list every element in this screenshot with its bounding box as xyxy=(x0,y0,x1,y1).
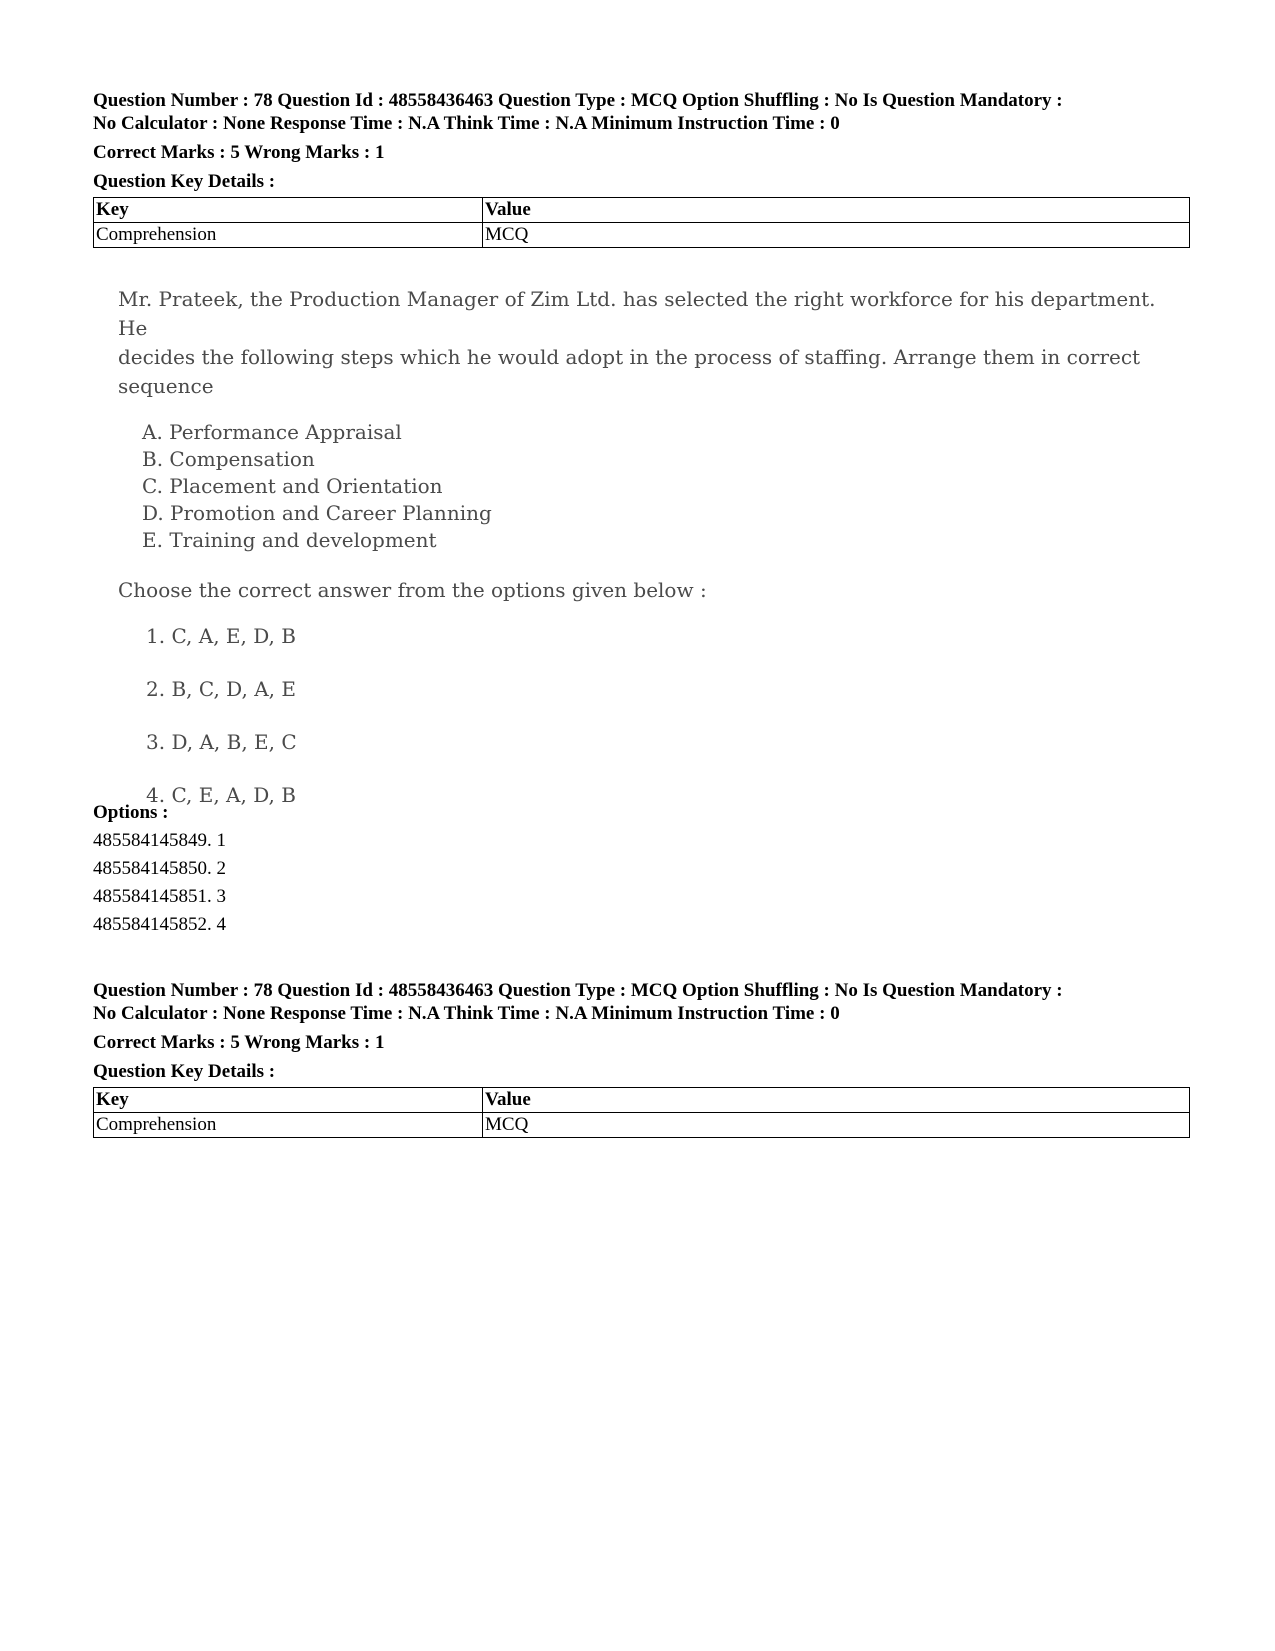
question-meta-line-2: No Calculator : None Response Time : N.A Think Time : N.A Minimum Instruction Time : 0 xyxy=(93,113,840,134)
options-section xyxy=(93,799,226,939)
answer-instruction: Choose the correct answer from the options given below : xyxy=(118,578,707,602)
question-stem-line-1: Mr. Prateek, the Production Manager of Zim Ltd. has selected the right workforce for his department. He xyxy=(118,287,1156,340)
table-row xyxy=(94,223,1190,248)
question-meta-line-2: No Calculator : None Response Time : N.A Think Time : N.A Minimum Instruction Time : 0 xyxy=(93,1003,840,1024)
key-details-table xyxy=(93,1087,1190,1138)
table-header-row xyxy=(94,198,1190,223)
answer-choice-2: 2. B, C, D, A, E xyxy=(146,677,296,701)
list-item: A. Performance Appraisal xyxy=(142,420,402,444)
option-item: 485584145849. 1 xyxy=(93,830,226,851)
table-header-key: Key xyxy=(94,1088,483,1113)
list-item: B. Compensation xyxy=(142,447,315,471)
options-title: Options : xyxy=(93,802,169,823)
question-meta-line-1: Question Number : 78 Question Id : 48558436463 Question Type : MCQ Option Shuffling : No Is Question Mandatory : xyxy=(93,980,1063,1001)
question-header-1 xyxy=(93,89,1193,248)
question-stem xyxy=(118,285,1178,401)
answer-choices xyxy=(146,624,1178,836)
question-content xyxy=(118,285,1178,836)
marks-line: Correct Marks : 5 Wrong Marks : 1 xyxy=(93,142,385,163)
key-details-table xyxy=(93,197,1190,248)
list-item: E. Training and development xyxy=(142,528,437,552)
staffing-steps-list xyxy=(142,419,1178,554)
table-cell-value: MCQ xyxy=(483,1113,1190,1138)
table-row xyxy=(94,1113,1190,1138)
table-header-value: Value xyxy=(483,198,1190,223)
table-cell-key: Comprehension xyxy=(94,223,483,248)
key-details-label: Question Key Details : xyxy=(93,1061,276,1082)
question-stem-line-2: decides the following steps which he would adopt in the process of staffing. Arrange them in correct sequence xyxy=(118,345,1141,398)
table-header-key: Key xyxy=(94,198,483,223)
table-cell-key: Comprehension xyxy=(94,1113,483,1138)
table-cell-value: MCQ xyxy=(483,223,1190,248)
marks-line: Correct Marks : 5 Wrong Marks : 1 xyxy=(93,1032,385,1053)
option-item: 485584145851. 3 xyxy=(93,886,226,907)
answer-choice-1: 1. C, A, E, D, B xyxy=(146,624,296,648)
list-item: D. Promotion and Career Planning xyxy=(142,501,492,525)
question-meta-line-1: Question Number : 78 Question Id : 48558436463 Question Type : MCQ Option Shuffling : No Is Question Mandatory : xyxy=(93,90,1063,111)
answer-choice-3: 3. D, A, B, E, C xyxy=(146,730,297,754)
table-header-value: Value xyxy=(483,1088,1190,1113)
key-details-label: Question Key Details : xyxy=(93,171,276,192)
answer-choice-4: 4. C, E, A, D, B xyxy=(146,783,296,807)
list-item: C. Placement and Orientation xyxy=(142,474,443,498)
option-item: 485584145850. 2 xyxy=(93,858,226,879)
question-header-2 xyxy=(93,979,1193,1138)
option-item: 485584145852. 4 xyxy=(93,914,226,935)
table-header-row xyxy=(94,1088,1190,1113)
